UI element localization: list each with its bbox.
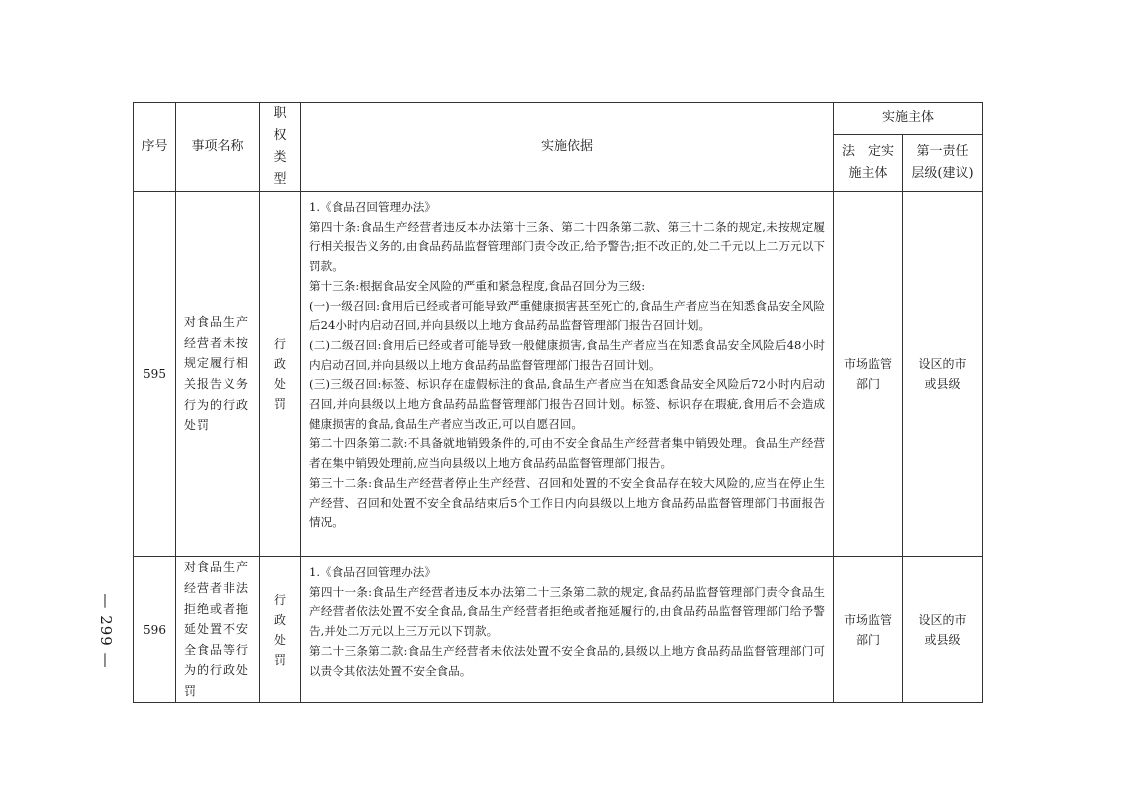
row-type: 行政处罚 xyxy=(260,192,301,557)
basis-line: 第三十二条:食品生产经营者停止生产经营、召回和处置的不安全食品存在较大风险的,应当在停止生产经营、召回和处置不安全食品结束后5个工作日内向县级以上地方食品药品监督管理部门书面报告情况。 xyxy=(309,475,825,530)
header-subject-group: 实施主体 xyxy=(834,103,983,135)
header-seq: 序号 xyxy=(134,103,176,192)
basis-line: 第十三条:根据食品安全风险的严重和紧急程度,食品召回分为三级: xyxy=(309,278,646,293)
header-name: 事项名称 xyxy=(176,103,260,192)
row-type: 行政处罚 xyxy=(260,557,301,703)
enforcement-table xyxy=(133,102,983,703)
header-type: 职权类型 xyxy=(260,103,301,192)
basis-line: 1.《食品召回管理办法》 xyxy=(309,200,436,214)
table-row xyxy=(134,192,983,557)
row-legal-subject: 市场监管部门 xyxy=(834,192,903,557)
row-seq: 595 xyxy=(134,192,176,557)
row-seq: 596 xyxy=(134,557,176,703)
header-first-level: 第一责任层级(建议) xyxy=(903,134,983,191)
table-row xyxy=(134,557,983,703)
basis-line: 第四十一条:食品生产经营者违反本办法第二十三条第二款的规定,食品药品监督管理部门责令食品生产经营者依法处置不安全食品,食品生产经营者拒绝或者拖延履行的,由食品药品监督管理部门给予警告,并处二万元以上三万元以下罚款。 xyxy=(309,584,825,639)
header-legal-subject: 法 定实施主体 xyxy=(834,134,903,191)
row-basis xyxy=(301,557,834,703)
row-legal-subject: 市场监管部门 xyxy=(834,557,903,703)
basis-line: (三)三级召回:标签、标识存在虚假标注的食品,食品生产者应当在知悉食品安全风险后72小时内启动召回,并向县级以上地方食品药品监督管理部门报告召回计划。标签、标识存在瑕疵,食用后不会造成健康损害的食品,食品生产者应当改正,可以自愿召回。 xyxy=(309,377,825,431)
row-name: 对食品生产经营者未按规定履行相关报告义务行为的行政处罚 xyxy=(176,192,260,557)
basis-line: 1.《食品召回管理办法》 xyxy=(309,565,436,579)
header-basis: 实施依据 xyxy=(301,103,834,192)
basis-line: (一)一级召回:食用后已经或者可能导致严重健康损害甚至死亡的,食品生产者应当在知悉食品安全风险后24小时内启动召回,并向县级以上地方食品药品监督管理部门报告召回计划。 xyxy=(309,298,825,333)
basis-line: (二)二级召回:食用后已经或者可能导致一般健康损害,食品生产者应当在知悉食品安全风险后48小时内启动召回,并向县级以上地方食品药品监督管理部门报告召回计划。 xyxy=(309,337,825,372)
row-basis xyxy=(301,192,834,557)
basis-line: 第二十三条第二款:食品生产经营者未依法处置不安全食品的,县级以上地方食品药品监督管理部门可以责令其依法处置不安全食品。 xyxy=(309,643,825,678)
basis-line: 第四十条:食品生产经营者违反本办法第十三条、第二十四条第二款、第三十二条的规定,未按规定履行相关报告义务的,由食品药品监督管理部门责令改正,给予警告;拒不改正的,处二千元以上二万元以下罚款。 xyxy=(309,219,825,274)
row-first-level: 设区的市或县级 xyxy=(903,192,983,557)
row-first-level: 设区的市或县级 xyxy=(903,557,983,703)
row-name: 对食品生产经营者非法拒绝或者拖延处置不安全食品等行为的行政处罚 xyxy=(176,557,260,703)
basis-line: 第二十四条第二款:不具备就地销毁条件的,可由不安全食品生产经营者集中销毁处理。食品生产经营者在集中销毁处理前,应当向县级以上地方食品药品监督管理部门报告。 xyxy=(309,436,825,471)
page-number: — 299 — xyxy=(97,593,115,669)
